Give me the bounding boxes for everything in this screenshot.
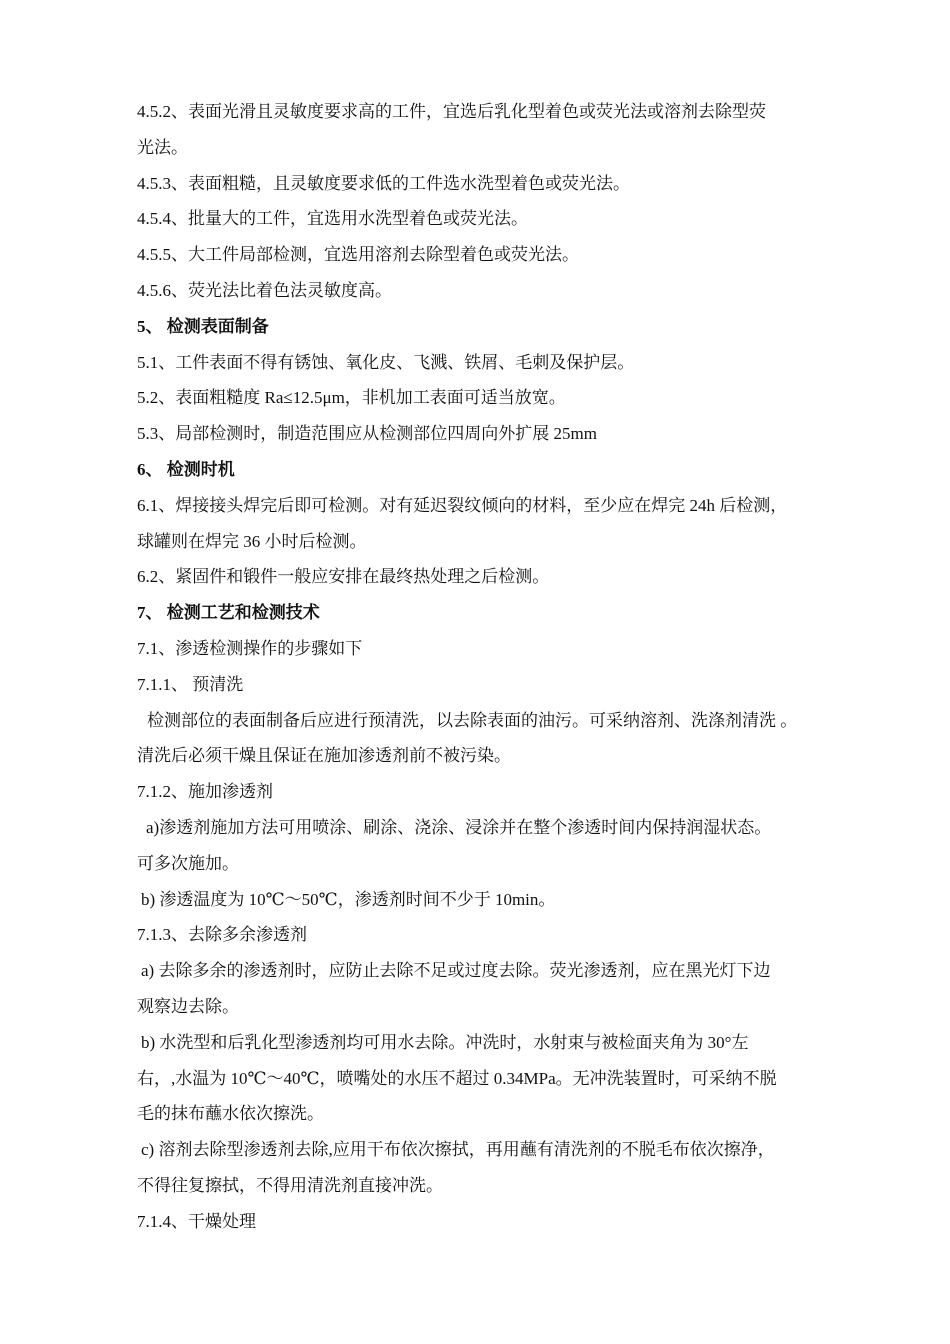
text-line: 4.5.6、荧光法比着色法灵敏度高。 [137, 281, 392, 300]
text-line: 检测部位的表面制备后应进行预清洗，以去除表面的油污。可采纳溶剂、洗涤剂清洗 。 [147, 711, 798, 730]
text-line: 观察边去除。 [137, 997, 239, 1016]
text-line: 6.2、紧固件和锻件一般应安排在最终热处理之后检测。 [137, 567, 550, 586]
text-line: 6.1、焊接接头焊完后即可检测。对有延迟裂纹倾向的材料，至少应在焊完 24h 后检测， [137, 496, 788, 515]
text-line: 7.1.3、去除多余渗透剂 [137, 925, 307, 944]
text-line: b) 渗透温度为 10℃～50℃，渗透剂时间不少于 10min。 [141, 890, 556, 909]
section-heading: 7、 检测工艺和检测技术 [137, 603, 320, 622]
text-line: 7.1.2、施加渗透剂 [137, 782, 273, 801]
text-line: 4.5.4、批量大的工件，宜选用水洗型着色或荧光法。 [137, 209, 528, 228]
text-line: 7.1.1、 预清洗 [137, 675, 244, 694]
text-line: c) 溶剂去除型渗透剂去除,应用干布依次擦拭，再用蘸有清洗剂的不脱毛布依次擦净， [141, 1140, 775, 1159]
text-line: 光法。 [137, 138, 188, 157]
section-heading: 5、 检测表面制备 [137, 317, 269, 336]
text-line: 球罐则在焊完 36 小时后检测。 [137, 532, 367, 551]
text-line: 不得往复擦拭，不得用清洗剂直接冲洗。 [137, 1176, 443, 1195]
text-line: b) 水洗型和后乳化型渗透剂均可用水去除。冲洗时，水射束与被检面夹角为 30°左 [141, 1033, 749, 1052]
text-line: 7.1.4、干燥处理 [137, 1212, 256, 1231]
text-line: a)渗透剂施加方法可用喷涂、刷涂、浇涂、浸涂并在整个渗透时间内保持润湿状态。 [146, 818, 772, 837]
text-line: a) 去除多余的渗透剂时，应防止去除不足或过度去除。荧光渗透剂，应在黑光灯下边 [141, 961, 771, 980]
section-heading: 6、 检测时机 [137, 460, 235, 479]
text-line: 清洗后必须干燥且保证在施加渗透剂前不被污染。 [137, 746, 511, 765]
text-line: 5.3、局部检测时，制造范围应从检测部位四周向外扩展 25mm [137, 424, 597, 443]
text-line: 4.5.5、大工件局部检测，宜选用溶剂去除型着色或荧光法。 [137, 245, 579, 264]
text-line: 4.5.3、表面粗糙，且灵敏度要求低的工件选水洗型着色或荧光法。 [137, 174, 630, 193]
text-line: 毛的抹布蘸水依次擦洗。 [137, 1104, 324, 1123]
text-line: 5.2、表面粗糙度 Ra≤12.5μm，非机加工表面可适当放宽。 [137, 388, 566, 407]
text-line: 可多次施加。 [137, 854, 239, 873]
text-line: 右，,水温为 10℃～40℃，喷嘴处的水压不超过 0.34MPa。无冲洗装置时，可采纳不脱 [137, 1069, 777, 1088]
text-line: 7.1、渗透检测操作的步骤如下 [137, 639, 363, 658]
text-line: 4.5.2、表面光滑且灵敏度要求高的工件，宜选后乳化型着色或荧光法或溶剂去除型荧 [137, 102, 766, 121]
text-line: 5.1、工件表面不得有锈蚀、氧化皮、飞溅、铁屑、毛刺及保护层。 [137, 353, 635, 372]
